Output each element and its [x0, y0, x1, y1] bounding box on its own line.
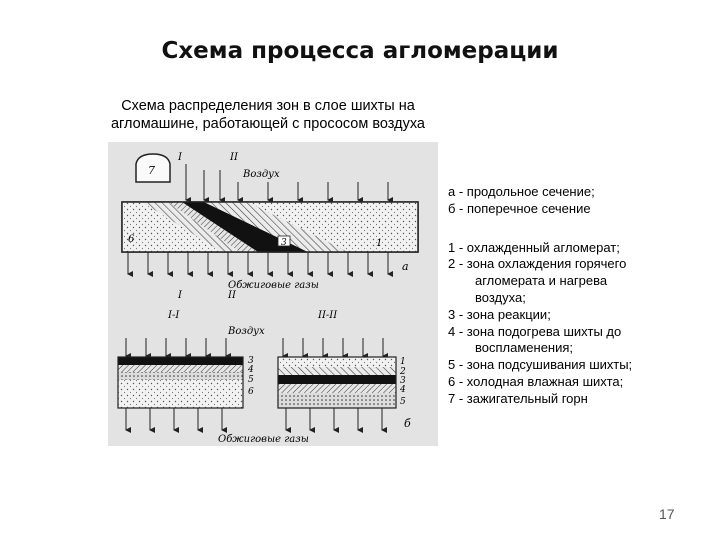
right-label-5: 5 [400, 397, 406, 407]
gases-label-bottom: Обжиговые газы [218, 434, 309, 445]
label-7: 7 [148, 164, 155, 177]
label-6-long: 6 [128, 234, 135, 245]
left-label-3: 3 [248, 356, 254, 366]
left-label-4: 4 [248, 365, 254, 375]
legend-7: 7 - зажигательный горн [448, 390, 588, 406]
section-I-bottom: I [178, 290, 182, 301]
label-b: б [404, 417, 411, 430]
left-label-6: 6 [248, 387, 254, 397]
cross-section-I-I [118, 356, 254, 408]
section-I-top: I [178, 152, 182, 163]
section-II-bottom: II [228, 290, 236, 301]
legend [448, 184, 718, 408]
caption-line-1: Схема распределения зон в слое шихты на [121, 98, 415, 114]
page-number: 17 [659, 506, 675, 522]
figure-caption [88, 97, 448, 133]
section-II-II-title: II-II [318, 310, 338, 321]
caption-line-2: агломашине, работающей с прососом воздуха [110, 116, 425, 132]
legend-b: б - поперечное сечение [448, 200, 591, 216]
legend-6: 6 - холодная влажная шихта; [448, 373, 624, 389]
right-label-3: 3 [400, 376, 406, 386]
right-label-2: 2 [400, 367, 406, 377]
label-1-long: 1 [376, 238, 383, 249]
section-II-top: II [230, 152, 238, 163]
legend-a: а - продольное сечение; [448, 184, 595, 199]
legend-2-cont2: воздуха; [475, 289, 526, 305]
right-label-1: 1 [400, 357, 406, 367]
air-label-bottom: Воздух [228, 326, 265, 337]
legend-2-cont: агломерата и нагрева [475, 273, 608, 289]
label-a: а [402, 260, 409, 273]
right-label-4: 4 [400, 385, 406, 395]
legend-4-cont: воспламенения; [475, 340, 574, 356]
legend-1: 1 - охлажденный агломерат; [448, 239, 620, 255]
gases-label-top: Обжиговые газы [228, 280, 319, 291]
label-3-long: 3 [281, 238, 287, 248]
legend-2: 2 - зона охлаждения горячего [448, 256, 627, 272]
slide-title: Схема процесса агломерации [161, 38, 559, 64]
section-I-I-title: I-I [168, 310, 180, 321]
left-label-5: 5 [248, 375, 254, 385]
legend-3: 3 - зона реакции; [448, 306, 551, 322]
air-label-top: Воздух [243, 169, 280, 180]
sintering-zones-diagram [108, 142, 438, 446]
legend-5: 5 - зона подсушивания шихты; [448, 357, 633, 373]
legend-4: 4 - зона подогрева шихты до [448, 323, 622, 339]
